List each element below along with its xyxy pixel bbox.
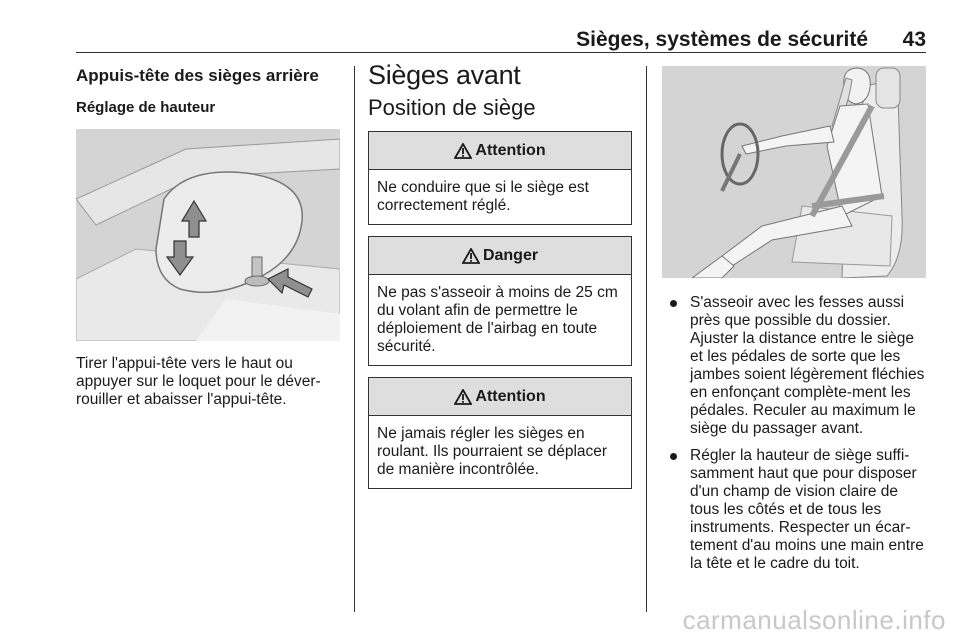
column-front-seats [368, 60, 632, 489]
column-rear-headrests [76, 66, 342, 409]
watermark-text: carmanualsonline.info [682, 605, 946, 635]
column-divider-2 [646, 66, 647, 612]
column-divider-1 [354, 66, 355, 612]
page-header [76, 26, 926, 53]
warning-box [368, 131, 632, 225]
headrest-illustration [76, 129, 340, 341]
column-seat-position [662, 66, 926, 582]
warning-header [369, 132, 631, 170]
list-item: S'asseoir avec les fesses aussi près que possible du dossier. Ajuster la distance entre le siège et les pédales de sorte que les jambes soient légèrement fléchies en enfonçant complète-ment les pédales. Reculer au maximum le siège du passager avant. [662, 294, 926, 438]
warning-text: Ne jamais régler les sièges en roulant. Ils pourraient se déplacer de manière incontrôlée. [377, 425, 608, 478]
warning-triangle-icon [454, 143, 472, 159]
section-title: Sièges avant [368, 60, 521, 90]
page-number: 43 [902, 28, 926, 51]
warning-box [368, 377, 632, 489]
danger-box [368, 236, 632, 366]
headrest-instructions: Tirer l'appui-tête vers le haut ou appuyer sur le loquet pour le déver-rouiller et abaisser l'appui-tête. [76, 355, 321, 408]
warning-triangle-icon [454, 389, 472, 405]
danger-text: Ne pas s'asseoir à moins de 25 cm du volant afin de permettre le déploiement de l'airbag en toute sécurité. [377, 284, 618, 355]
warning-label: Attention [475, 141, 546, 159]
seat-position-list [662, 294, 926, 573]
section-subheading: Réglage de hauteur [76, 99, 216, 116]
warning-triangle-icon [462, 248, 480, 264]
section-subtitle: Position de siège [368, 95, 536, 120]
warning-label: Attention [475, 387, 546, 405]
header-title: Sièges, systèmes de sécurité [576, 28, 868, 51]
warning-header [369, 378, 631, 416]
danger-header [369, 237, 631, 275]
danger-label: Danger [482, 246, 539, 264]
section-heading: Appuis-tête des sièges arrière [76, 66, 319, 85]
warning-text: Ne conduire que si le siège est correctement réglé. [377, 179, 589, 214]
list-item: Régler la hauteur de siège suffi-samment haut que pour disposer d'un champ de vision claire de tous les côtés et de tous les instruments. Respecter un écar-tement d'au moins une main entre la tête et le cadre du toit. [662, 447, 926, 573]
driver-seat-illustration [662, 66, 926, 278]
